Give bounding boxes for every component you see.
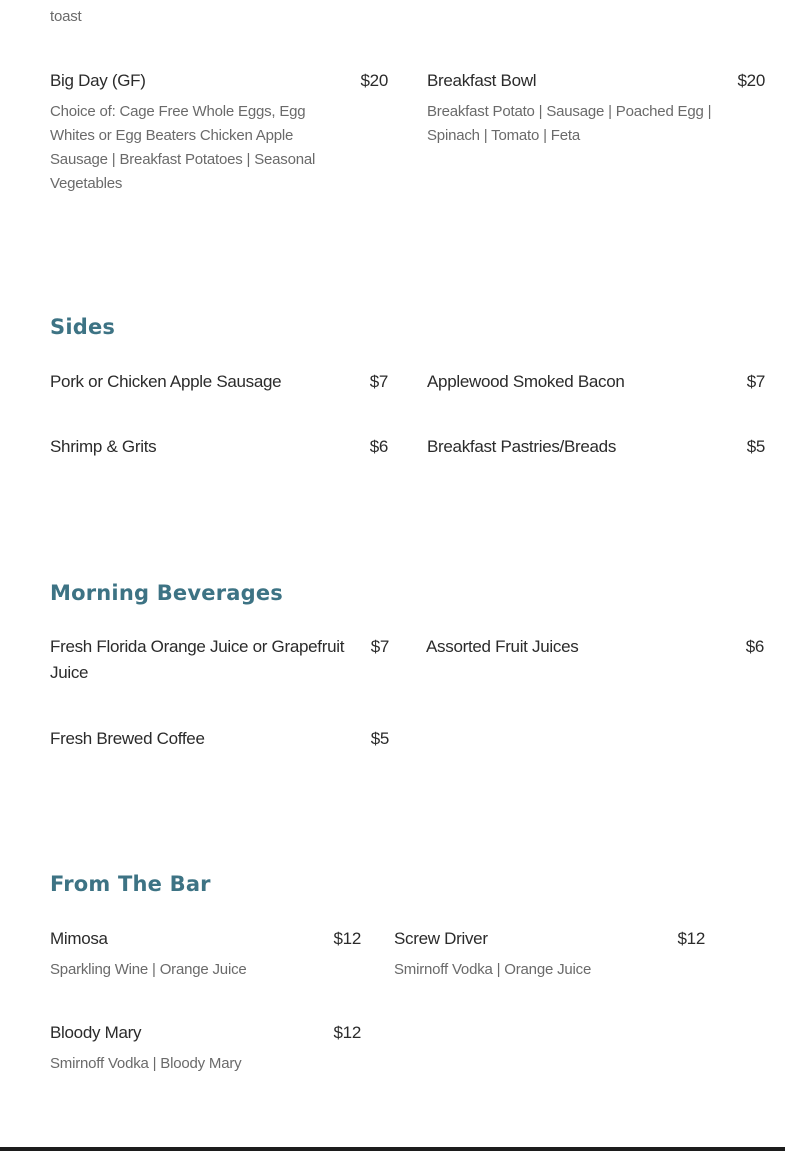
item-name: Breakfast Pastries/Breads (427, 437, 617, 456)
item-name: Pork or Chicken Apple Sausage (50, 372, 282, 391)
section-title-morning-beverages: Morning Beverages (50, 581, 284, 605)
item-price: $6 (745, 637, 764, 656)
item-price: $5 (370, 729, 389, 748)
item-name: Bloody Mary (50, 1023, 142, 1042)
item-price: $7 (370, 637, 389, 656)
item-price: $12 (333, 1023, 361, 1042)
item-price: $5 (746, 437, 765, 456)
item-name: Screw Driver (394, 929, 488, 948)
item-description: Sparkling Wine | Orange Juice (50, 961, 247, 978)
item-name: Shrimp & Grits (50, 437, 157, 456)
item-price: $12 (677, 929, 705, 948)
item-name: Assorted Fruit Juices (426, 637, 579, 656)
partial-item-description: toast (50, 8, 82, 25)
item-description: Breakfast Potato | Sausage | Poached Egg | Spinach | Tomato | Feta (427, 103, 712, 144)
item-price: $7 (746, 372, 765, 391)
item-description: Smirnoff Vodka | Bloody Mary (50, 1055, 242, 1072)
item-name: Big Day (GF) (50, 71, 146, 90)
section-title-sides: Sides (50, 315, 116, 339)
item-price: $6 (369, 437, 388, 456)
item-price: $7 (369, 372, 388, 391)
item-name: Mimosa (50, 929, 108, 948)
item-price: $20 (360, 71, 388, 90)
item-description: Smirnoff Vodka | Orange Juice (394, 961, 592, 978)
item-name: Breakfast Bowl (427, 71, 537, 90)
item-name: Fresh Brewed Coffee (50, 729, 205, 748)
section-title-from-the-bar: From The Bar (50, 872, 211, 896)
item-price: $20 (737, 71, 765, 90)
bottom-divider (0, 1147, 785, 1151)
item-description: Choice of: Cage Free Whole Eggs, Egg Whites or Egg Beaters Chicken Apple Sausage | Breakfast Potatoes | Seasonal Vegetables (50, 103, 316, 192)
item-price: $12 (333, 929, 361, 948)
item-name: Applewood Smoked Bacon (427, 372, 625, 391)
item-name: Fresh Florida Orange Juice or Grapefruit Juice (50, 637, 345, 682)
